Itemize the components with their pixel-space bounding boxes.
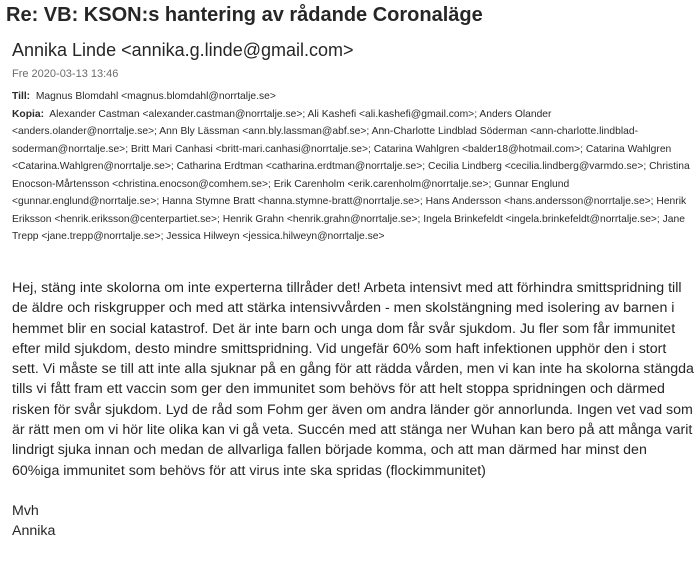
signature: Annika (12, 523, 56, 540)
message-body (12, 278, 696, 542)
cc-label: Kopia: (12, 108, 45, 120)
to-label: Till: (12, 91, 31, 102)
recipients (12, 88, 696, 246)
to-line (12, 88, 696, 106)
cc-recipients[interactable]: Alexander Castman <alexander.castman@norrtalje.se>; Ali Kashefi <ali.kashefi@gmail.com>; Anders Olander <anders.olander@norrtalje.se>; Ann Bly Lässman <ann.bly.lassman@abf.se>; Ann-Charlotte Lindblad Söderman <ann-charlotte.lindblad-soderman@norrtalje.se>; Britt Mari Canhasi <britt-mari.canhasi@norrtalje.se>; Catarina Wahlgren <balder18@hotmail.com>; Catarina Wahlgren <Catarina.Wahlgren@norrtalje.se>; Catharina Erdtman <catharina.erdtman@norrtalje.se>; Cecilia Lindberg <cecilia.lindberg@varmdo.se>; Christina Enocson-Mårtensson <christina.enocson@comhem.se>; Erik Carenholm <erik.carenholm@norrtalje.se>; Gunnar Englund <gunnar.englund@norrtalje.se>; Hanna Stymne Bratt <hanna.stymne-bratt@norrtalje.se>; Hans Andersson <hans.andersson@norrtalje.se>; Henrik Eriksson <henrik.eriksson@centerpartiet.se>; Henrik Grahn <henrik.grahn@norrtalje.se>; Ingela Brinkefeldt <ingela.brinkefeldt@norrtalje.se>; Jane Trepp <jane.trepp@norrtalje.se>; Jessica Hilweyn <jessica.hilweyn@norrtalje.se> (12, 108, 690, 242)
sender-email: <annika.g.linde@gmail.com> (121, 40, 354, 60)
cc-line (12, 106, 696, 246)
email-subject: Re: VB: KSON:s hantering av rådande Coronaläge (6, 4, 483, 26)
sender-name: Annika Linde (12, 40, 117, 60)
body-paragraph: Hej, stäng inte skolorna om inte experterna tillråder det! Arbeta intensivt med att förhindra smittspridning till de äldre och riskgrupper och med att stärka intensivvården - men skolstängning med isolering av barnen i hemmet blir en social katastrof. Det är inte barn och unga dom får svår sjukdom. Ju fler som får immunitet efter mild sjukdom, desto mindre smittspridning. Vid ungefär 60% som haft infektionen upphör den i stort sett. Vi måste se till att inte alla sjuknar på en gång för att rädda vården, men vi kan inte ha skolorna stängda tills vi fått fram ett vaccin som ger den immunitet som behövs för att helt stoppa spridningen och därmed risken för svår sjukdom. Lyd de råd som Fohm ger även om andra länder gör annorlunda. Ingen vet vad som är rätt men om vi hör lite olika kan vi gå veta. Succén med att stänga ner Wuhan kan bero på att många varit lindrigt sjuka innan och medan de allvarliga fallen började komma, och att man därmed har minst den 60%iga immunitet som behövs för att virus inte ska spridas (flockimmunitet) (12, 280, 694, 479)
sender-line[interactable] (12, 40, 354, 61)
to-recipients[interactable]: Magnus Blomdahl <magnus.blomdahl@norrtalje.se> (35, 91, 276, 102)
signoff: Mvh (12, 502, 39, 519)
email-date: Fre 2020-03-13 13:46 (12, 68, 119, 80)
